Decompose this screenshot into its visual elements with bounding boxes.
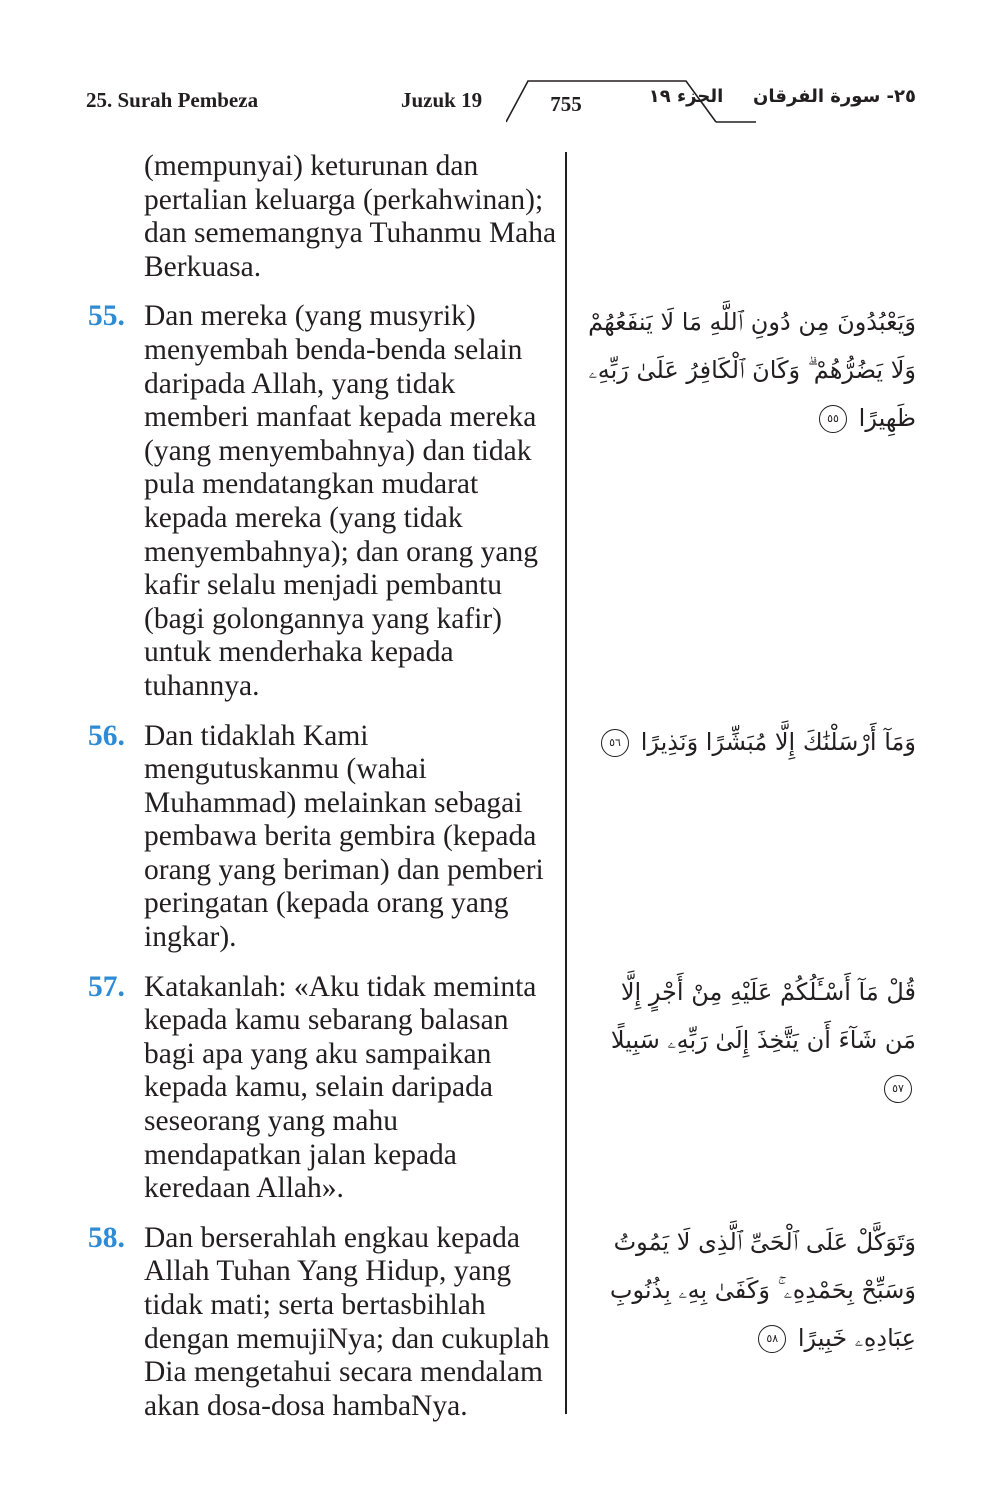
verse-number: 56. [88, 719, 125, 752]
verse-55 [88, 300, 562, 703]
surah-title-arabic: ٢٥- سورة الفرقان [753, 86, 916, 107]
ayah-end-mark: ٥٦ [601, 729, 629, 757]
verse-number: 55. [88, 300, 125, 333]
arabic-verse-58 [586, 1218, 916, 1362]
arabic-text: وَتَوَكَّلْ عَلَى ٱلْحَىِّ ٱلَّذِى لَا يَمُوتُ وَسَبِّحْ بِحَمْدِهِۦ ۚ وَكَفَىٰ بِهِۦ بِذُنُوبِ عِبَادِهِۦ خَبِيرًا [609, 1228, 916, 1352]
verse-56 [88, 720, 562, 955]
arabic-text: وَمَآ أَرْسَلْنَٰكَ إِلَّا مُبَشِّرًا وَنَذِيرًا [640, 728, 916, 756]
translation-column [88, 150, 562, 1423]
arabic-verse-56 [586, 718, 916, 766]
arabic-verse-57 [586, 968, 916, 1112]
verse-translation: Dan mereka (yang musyrik) menyembah benda-benda selain daripada Allah, yang tidak memberi manfaat kepada mereka (yang menyembahnya) dan tidak pula mendatangkan mudarat kepada mereka (yang tidak menyembahnya); dan orang yang kafir selalu menjadi pembantu (bagi golongannya yang kafir) untuk menderhaka kepada tuhannya. [144, 300, 539, 702]
verse-57 [88, 971, 562, 1206]
juz-label-latin: Juzuk 19 [401, 88, 483, 112]
verse-translation: Dan berserahlah engkau kepada Allah Tuhan Yang Hidup, yang tidak mati; serta bertasbihlah dengan memujiNya; dan cukuplah Dia mengetahui secara mendalam akan dosa-dosa hambaNya. [144, 1221, 550, 1422]
juz-label-arabic: الجزء ١٩ [648, 86, 724, 107]
arabic-verse-55 [586, 298, 916, 442]
verse-translation: Dan tidaklah Kami mengutuskanmu (wahai Muhammad) melainkan sebagai pembawa berita gembira (kepada orang yang beriman) dan pemberi peringatan (kepada orang yang ingkar). [144, 719, 544, 954]
verse-number: 57. [88, 970, 125, 1003]
arabic-text: قُلْ مَآ أَسْـَٔلُكُمْ عَلَيْهِ مِنْ أَجْرٍ إِلَّا مَن شَآءَ أَن يَتَّخِذَ إِلَىٰ رَبِّهِۦ سَبِيلًا [610, 978, 916, 1054]
page-header [86, 78, 916, 122]
column-divider [565, 152, 567, 1414]
page-number: 755 [550, 92, 582, 116]
ayah-end-mark: ٥٥ [819, 405, 847, 433]
verse-number: 58. [88, 1221, 125, 1254]
arabic-text: وَيَعْبُدُونَ مِن دُونِ ٱللَّهِ مَا لَا يَنفَعُهُمْ وَلَا يَضُرُّهُمْ ۗ وَكَانَ ٱلْكَافِرُ عَلَىٰ رَبِّهِۦ ظَهِيرًا [588, 308, 916, 432]
ayah-end-mark: ٥٧ [884, 1075, 912, 1103]
verse-translation: Katakanlah: «Aku tidak meminta kepada kamu sebarang balasan bagi apa yang aku sampaikan kepada kamu, selain daripada seseorang yang mahu mendapatkan jalan kepada keredaan Allah». [144, 970, 537, 1205]
continuation-paragraph [88, 150, 562, 284]
continuation-text: (mempunyai) keturunan dan pertalian keluarga (perkahwinan); dan sememangnya Tuhanmu Maha Berkuasa. [144, 150, 557, 283]
surah-title-latin: 25. Surah Pembeza [86, 88, 259, 112]
verse-58 [88, 1222, 562, 1424]
ayah-end-mark: ٥٨ [758, 1325, 786, 1353]
